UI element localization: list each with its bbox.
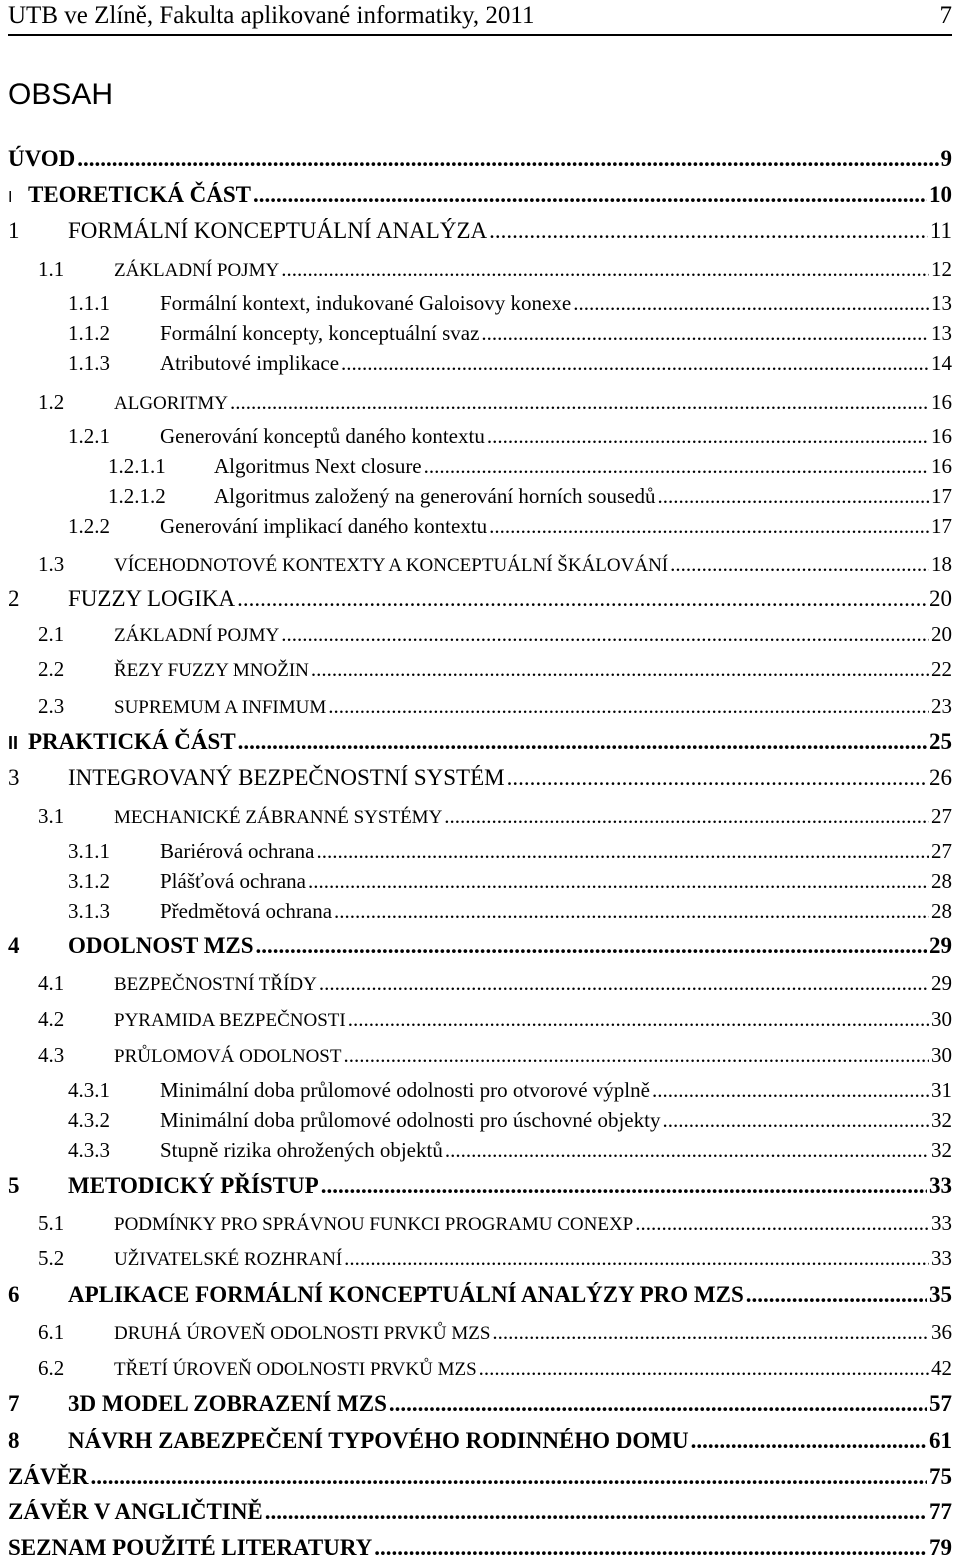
toc-entry-page: 32 <box>931 1138 952 1162</box>
toc-entry-number: 1.1.2 <box>68 321 110 345</box>
toc-entry-page: 79 <box>929 1535 952 1560</box>
toc-entry[interactable] <box>68 839 952 864</box>
toc-entry-number: 4.1 <box>38 971 65 995</box>
toc-leader <box>573 291 929 316</box>
toc-entry-page: 33 <box>931 1211 952 1235</box>
toc-entry[interactable] <box>38 552 952 577</box>
toc-entry-title: VÍCEHODNOTOVÉ KONTEXTY A KONCEPTUÁLNÍ ŠKÁLOVÁNÍ <box>114 555 669 576</box>
toc-entry-title: Bariérová ochrana <box>160 839 315 863</box>
toc-leader <box>344 1246 929 1271</box>
toc-entry-title: INTEGROVANÝ BEZPEČNOSTNÍ SYSTÉM <box>68 765 505 790</box>
toc-entry-number: 1.3 <box>38 552 65 576</box>
toc-entry-number: 1.2.2 <box>68 514 110 538</box>
toc-leader <box>374 1535 927 1561</box>
toc-entry-title: TEORETICKÁ ČÁST <box>28 182 252 207</box>
toc-entry-title: Minimální doba průlomové odolnosti pro úschovné objekty <box>160 1108 661 1132</box>
toc-leader <box>507 765 927 791</box>
toc-entry-title: DRUHÁ ÚROVEŇ ODOLNOSTI PRVKŮ MZS <box>114 1323 491 1344</box>
toc-entry[interactable] <box>8 933 952 959</box>
toc-leader <box>230 390 929 415</box>
toc-entry-page: 33 <box>931 1246 952 1270</box>
toc-leader <box>343 1043 929 1068</box>
toc-entry[interactable] <box>8 1173 952 1199</box>
toc-entry-page: 13 <box>931 321 952 345</box>
toc-entry-number: 1.1.3 <box>68 351 110 375</box>
toc-leader <box>281 257 929 282</box>
toc-entry-title: APLIKACE FORMÁLNÍ KONCEPTUÁLNÍ ANALÝZY PRO MZS <box>68 1282 744 1307</box>
toc-leader <box>77 146 938 172</box>
toc-entry-number: 4.3.1 <box>68 1078 110 1102</box>
toc-entry-number: II <box>8 733 19 753</box>
toc-entry-number: 1 <box>8 218 20 243</box>
toc-entry[interactable] <box>38 657 952 682</box>
toc-entry-title: SEZNAM POUŽITÉ LITERATURY <box>8 1535 373 1560</box>
toc-entry-page: 16 <box>931 424 952 448</box>
toc-leader <box>657 484 929 509</box>
toc-entry-number: 2 <box>8 586 20 611</box>
toc-entry-title: METODICKÝ PŘÍSTUP <box>68 1173 319 1198</box>
toc-entry-page: 33 <box>929 1173 952 1198</box>
toc-entry-title: BEZPEČNOSTNÍ TŘÍDY <box>114 974 317 995</box>
toc-leader <box>670 552 929 577</box>
toc-heading: OBSAH <box>8 78 114 111</box>
toc-entry[interactable] <box>8 1391 952 1417</box>
toc-entry-page: 31 <box>931 1078 952 1102</box>
toc-entry-number: 8 <box>8 1428 20 1453</box>
toc-leader <box>253 182 927 208</box>
toc-entry-number: 4 <box>8 933 20 958</box>
toc-entry-number: 5.1 <box>38 1211 65 1235</box>
toc-entry-title: Plášťová ochrana <box>160 869 307 893</box>
toc-entry-page: 42 <box>931 1356 952 1380</box>
toc-entry[interactable] <box>38 804 952 829</box>
toc-entry-page: 77 <box>929 1499 952 1524</box>
toc-entry-page: 9 <box>940 146 952 171</box>
toc-leader <box>91 1464 927 1490</box>
toc-leader <box>348 1007 929 1032</box>
toc-entry[interactable] <box>8 182 952 208</box>
toc-entry-title: PRŮLOMOVÁ ODOLNOST <box>114 1046 342 1067</box>
toc-entry-title: ŘEZY FUZZY MNOŽIN <box>114 660 309 681</box>
toc-entry-title: Formální koncepty, konceptuální svaz <box>160 321 480 345</box>
toc-entry-page: 35 <box>929 1282 952 1307</box>
toc-entry[interactable] <box>38 1320 952 1345</box>
toc-entry-title: UŽIVATELSKÉ ROZHRANÍ <box>114 1249 343 1270</box>
toc-entry[interactable] <box>108 454 952 479</box>
toc-entry-title: TŘETÍ ÚROVEŇ ODOLNOSTI PRVKŮ MZS <box>114 1359 477 1380</box>
toc-entry-number: 4.3 <box>38 1043 65 1067</box>
toc-entry-number: I <box>8 189 13 206</box>
toc-entry-page: 29 <box>929 933 952 958</box>
toc-entry-page: 10 <box>929 182 952 207</box>
toc-entry-page: 23 <box>931 694 952 718</box>
toc-entry[interactable] <box>68 1138 952 1163</box>
toc-entry-number: 6.1 <box>38 1320 65 1344</box>
toc-entry-number: 6.2 <box>38 1356 65 1380</box>
toc-entry-page: 27 <box>931 839 952 863</box>
toc-entry[interactable] <box>8 586 952 612</box>
toc-leader <box>746 1282 927 1308</box>
toc-entry-page: 28 <box>931 899 952 923</box>
toc-entry-page: 22 <box>931 657 952 681</box>
header-rule <box>8 34 952 36</box>
page-header <box>8 2 952 32</box>
toc-leader <box>481 321 929 346</box>
toc-leader <box>489 514 929 539</box>
toc-entry[interactable] <box>38 1356 952 1381</box>
toc-entry-title: PODMÍNKY PRO SPRÁVNOU FUNKCI PROGRAMU CONEXP <box>114 1214 634 1235</box>
toc-entry-number: 3.1.1 <box>68 839 110 863</box>
toc-leader <box>237 586 927 612</box>
toc-entry-title: ZÁKLADNÍ POJMY <box>114 260 280 281</box>
toc-entry-page: 16 <box>931 390 952 414</box>
toc-entry-number: 2.2 <box>38 657 65 681</box>
toc-entry-number: 1.2 <box>38 390 65 414</box>
toc-leader <box>328 694 929 719</box>
toc-entry-title: Formální kontext, indukované Galoisovy konexe <box>160 291 572 315</box>
toc-entry[interactable] <box>8 1428 952 1454</box>
toc-entry-title: ODOLNOST MZS <box>68 933 254 958</box>
toc-entry-title: ZÁKLADNÍ POJMY <box>114 625 280 646</box>
toc-entry-number: 1.1.1 <box>68 291 110 315</box>
toc-entry-page: 29 <box>931 971 952 995</box>
toc-entry[interactable] <box>68 291 952 316</box>
toc-entry-title: FUZZY LOGIKA <box>68 586 236 611</box>
toc-entry-number: 4.3.3 <box>68 1138 110 1162</box>
toc-entry-title: ZÁVĚR V ANGLIČTINĚ <box>8 1499 263 1524</box>
toc-entry-title: 3D MODEL ZOBRAZENÍ MZS <box>68 1391 387 1416</box>
toc-entry-number: 7 <box>8 1391 20 1416</box>
toc-entry-title: Atributové implikace <box>160 351 340 375</box>
toc-entry-title: MECHANICKÉ ZÁBRANNÉ SYSTÉMY <box>114 807 443 828</box>
toc-leader <box>319 971 929 996</box>
toc-leader <box>492 1320 929 1345</box>
toc-leader <box>256 933 927 959</box>
toc-entry-page: 14 <box>931 351 952 375</box>
toc-entry[interactable] <box>68 321 952 346</box>
toc-entry-page: 27 <box>931 804 952 828</box>
toc-leader <box>341 351 929 376</box>
toc-entry[interactable] <box>38 694 952 719</box>
toc-entry-number: 3 <box>8 765 20 790</box>
toc-entry-title: Algoritmus založený na generování horních sousedů <box>214 484 656 508</box>
toc-entry-number: 6 <box>8 1282 20 1307</box>
toc-entry-page: 28 <box>931 869 952 893</box>
toc-entry-number: 5.2 <box>38 1246 65 1270</box>
toc-leader <box>389 1391 927 1417</box>
toc-entry-number: 4.3.2 <box>68 1108 110 1132</box>
toc-entry[interactable] <box>68 899 952 924</box>
toc-entry[interactable] <box>8 146 952 172</box>
toc-entry-title: Generování implikací daného kontextu <box>160 514 488 538</box>
toc-entry-number: 4.2 <box>38 1007 65 1031</box>
toc-entry-page: 18 <box>931 552 952 576</box>
toc-leader <box>487 424 929 449</box>
toc-entry[interactable] <box>38 257 952 282</box>
toc-leader <box>321 1173 927 1199</box>
toc-entry-title: Minimální doba průlomové odolnosti pro otvorové výplně <box>160 1078 650 1102</box>
toc-leader <box>662 1108 929 1133</box>
toc-entry[interactable] <box>68 1108 952 1133</box>
toc-entry[interactable] <box>38 1246 952 1271</box>
toc-entry-title: FORMÁLNÍ KONCEPTUÁLNÍ ANALÝZA <box>68 218 488 243</box>
toc-entry-page: 20 <box>929 586 952 611</box>
toc-entry[interactable] <box>8 1464 952 1490</box>
toc-leader <box>265 1499 927 1525</box>
toc-leader <box>238 729 927 755</box>
toc-entry-number: 1.2.1.1 <box>108 454 166 478</box>
toc-entry-title: PYRAMIDA BEZPEČNOSTI <box>114 1010 346 1031</box>
toc-leader <box>479 1356 929 1381</box>
toc-entry-page: 11 <box>929 218 952 243</box>
toc-leader <box>444 804 929 829</box>
toc-entry[interactable] <box>8 729 952 755</box>
toc-entry-page: 17 <box>931 514 952 538</box>
toc-leader <box>311 657 929 682</box>
toc-entry[interactable] <box>38 971 952 996</box>
toc-entry-title: ALGORITMY <box>114 393 228 414</box>
page-number: 7 <box>939 2 952 29</box>
toc-entry-number: 1.1 <box>38 257 65 281</box>
toc-entry-number: 5 <box>8 1173 20 1198</box>
toc-entry-page: 12 <box>931 257 952 281</box>
toc-entry-page: 61 <box>929 1428 952 1453</box>
toc-leader <box>652 1078 929 1103</box>
toc-entry[interactable] <box>38 1211 952 1236</box>
header-title: UTB ve Zlíně, Fakulta aplikované informatiky, 2011 <box>8 2 535 29</box>
toc-leader <box>308 869 929 894</box>
toc-entry[interactable] <box>8 218 952 244</box>
toc-entry[interactable] <box>38 390 952 415</box>
toc-leader <box>445 1138 929 1163</box>
toc-entry-page: 30 <box>931 1043 952 1067</box>
toc-entry-title: ÚVOD <box>8 146 76 171</box>
toc-entry[interactable] <box>68 351 952 376</box>
toc-entry-title: PRAKTICKÁ ČÁST <box>28 729 236 754</box>
toc-entry-number: 1.2.1 <box>68 424 110 448</box>
toc-entry-page: 16 <box>931 454 952 478</box>
toc-entry[interactable] <box>8 1282 952 1308</box>
toc-leader <box>691 1428 927 1454</box>
toc-leader <box>424 454 929 479</box>
toc-entry[interactable] <box>68 514 952 539</box>
toc-entry-page: 13 <box>931 291 952 315</box>
toc-leader <box>317 839 930 864</box>
toc-leader <box>489 218 928 244</box>
toc-entry[interactable] <box>38 1043 952 1068</box>
toc-entry[interactable] <box>38 1007 952 1032</box>
toc-entry[interactable] <box>8 1499 952 1525</box>
toc-entry-title: SUPREMUM A INFIMUM <box>114 697 327 718</box>
toc-entry-page: 25 <box>929 729 952 754</box>
toc-entry[interactable] <box>38 622 952 647</box>
toc-entry[interactable] <box>68 869 952 894</box>
toc-leader <box>334 899 929 924</box>
toc-entry-page: 57 <box>929 1391 952 1416</box>
toc-entry-page: 36 <box>931 1320 952 1344</box>
toc-entry-page: 30 <box>931 1007 952 1031</box>
toc-entry-title: Stupně rizika ohrožených objektů <box>160 1138 443 1162</box>
toc-entry-title: Generování konceptů daného kontextu <box>160 424 485 448</box>
toc-entry-title: ZÁVĚR <box>8 1464 89 1489</box>
toc-entry-page: 17 <box>931 484 952 508</box>
toc-entry[interactable] <box>8 1535 952 1561</box>
toc-entry[interactable] <box>8 765 952 791</box>
toc-entry-number: 3.1.2 <box>68 869 110 893</box>
toc-entry[interactable] <box>68 424 952 449</box>
toc-entry-number: 2.1 <box>38 622 65 646</box>
toc-entry-page: 75 <box>929 1464 952 1489</box>
toc-entry-page: 20 <box>931 622 952 646</box>
toc-entry-title: Předmětová ochrana <box>160 899 333 923</box>
toc-entry[interactable] <box>108 484 952 509</box>
toc-entry-number: 3.1 <box>38 804 65 828</box>
toc-leader <box>635 1211 929 1236</box>
toc-entry-page: 26 <box>929 765 952 790</box>
toc-leader <box>281 622 929 647</box>
toc-entry-number: 1.2.1.2 <box>108 484 166 508</box>
toc-entry-page: 32 <box>931 1108 952 1132</box>
toc-entry-number: 2.3 <box>38 694 65 718</box>
toc-entry[interactable] <box>68 1078 952 1103</box>
toc-entry-title: Algoritmus Next closure <box>214 454 422 478</box>
toc-entry-title: NÁVRH ZABEZPEČENÍ TYPOVÉHO RODINNÉHO DOMU <box>68 1428 689 1453</box>
toc-entry-number: 3.1.3 <box>68 899 110 923</box>
